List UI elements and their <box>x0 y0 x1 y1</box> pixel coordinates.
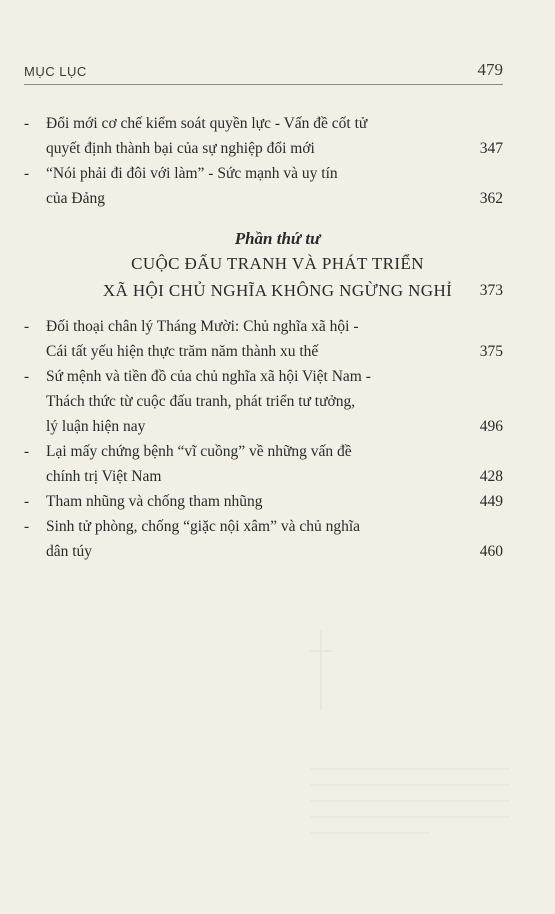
entry-line: của Đảng <box>46 190 105 207</box>
page-number: 479 <box>477 60 503 79</box>
entry-page: 449 <box>479 493 503 510</box>
entry-page: 362 <box>479 190 503 207</box>
entry-dash: - <box>24 318 30 335</box>
entry-page: 375 <box>479 343 503 360</box>
show-through-texture <box>290 620 350 720</box>
entry-dash: - <box>24 518 30 535</box>
entry-page: 428 <box>479 468 503 485</box>
running-header <box>24 60 503 85</box>
entry-dash: - <box>24 443 30 460</box>
entry-line: quyết định thành bại của sự nghiệp đổi mới <box>46 140 315 157</box>
entry-line: Sứ mệnh và tiền đồ của chủ nghĩa xã hội Việt Nam - <box>46 368 371 385</box>
entry-line: dân túy <box>46 543 93 560</box>
entry-line: Thách thức từ cuộc đấu tranh, phát triển tư tưởng, <box>46 393 356 410</box>
entry-line: Tham nhũng và chống tham nhũng <box>46 493 263 510</box>
entry-line: Đổi mới cơ chế kiểm soát quyền lực - Vấn đề cốt tử <box>46 115 368 132</box>
entry-line: chính trị Việt Nam <box>46 468 162 485</box>
entry-page: 460 <box>479 543 503 560</box>
entry-dash: - <box>24 165 30 182</box>
entry-line: Đối thoại chân lý Tháng Mười: Chủ nghĩa xã hội - <box>46 318 359 335</box>
entry-line: Sinh tử phòng, chống “giặc nội xâm” và chủ nghĩa <box>46 518 361 535</box>
section-title: MỤC LỤC <box>24 64 87 79</box>
part-title-line: CUỘC ĐẤU TRANH VÀ PHÁT TRIỂN <box>131 254 424 273</box>
show-through-texture <box>310 760 510 870</box>
entry-line: “Nói phải đi đôi với làm” - Sức mạnh và uy tín <box>46 165 338 182</box>
entry-page: 347 <box>479 140 503 157</box>
entry-page: 496 <box>479 418 503 435</box>
entry-dash: - <box>24 493 30 510</box>
part-label: Phần thứ tư <box>234 229 321 248</box>
entry-line: lý luận hiện nay <box>46 418 146 435</box>
entry-line: Lại mấy chứng bệnh “vĩ cuồng” về những vấn đề <box>46 443 352 460</box>
part-title-line: XÃ HỘI CHỦ NGHĨA KHÔNG NGỪNG NGHỈ <box>102 281 453 300</box>
entry-dash: - <box>24 368 30 385</box>
entry-line: Cái tất yếu hiện thực trăm năm thành xu thế <box>46 343 319 360</box>
part-page: 373 <box>479 282 503 299</box>
entry-dash: - <box>24 115 30 132</box>
